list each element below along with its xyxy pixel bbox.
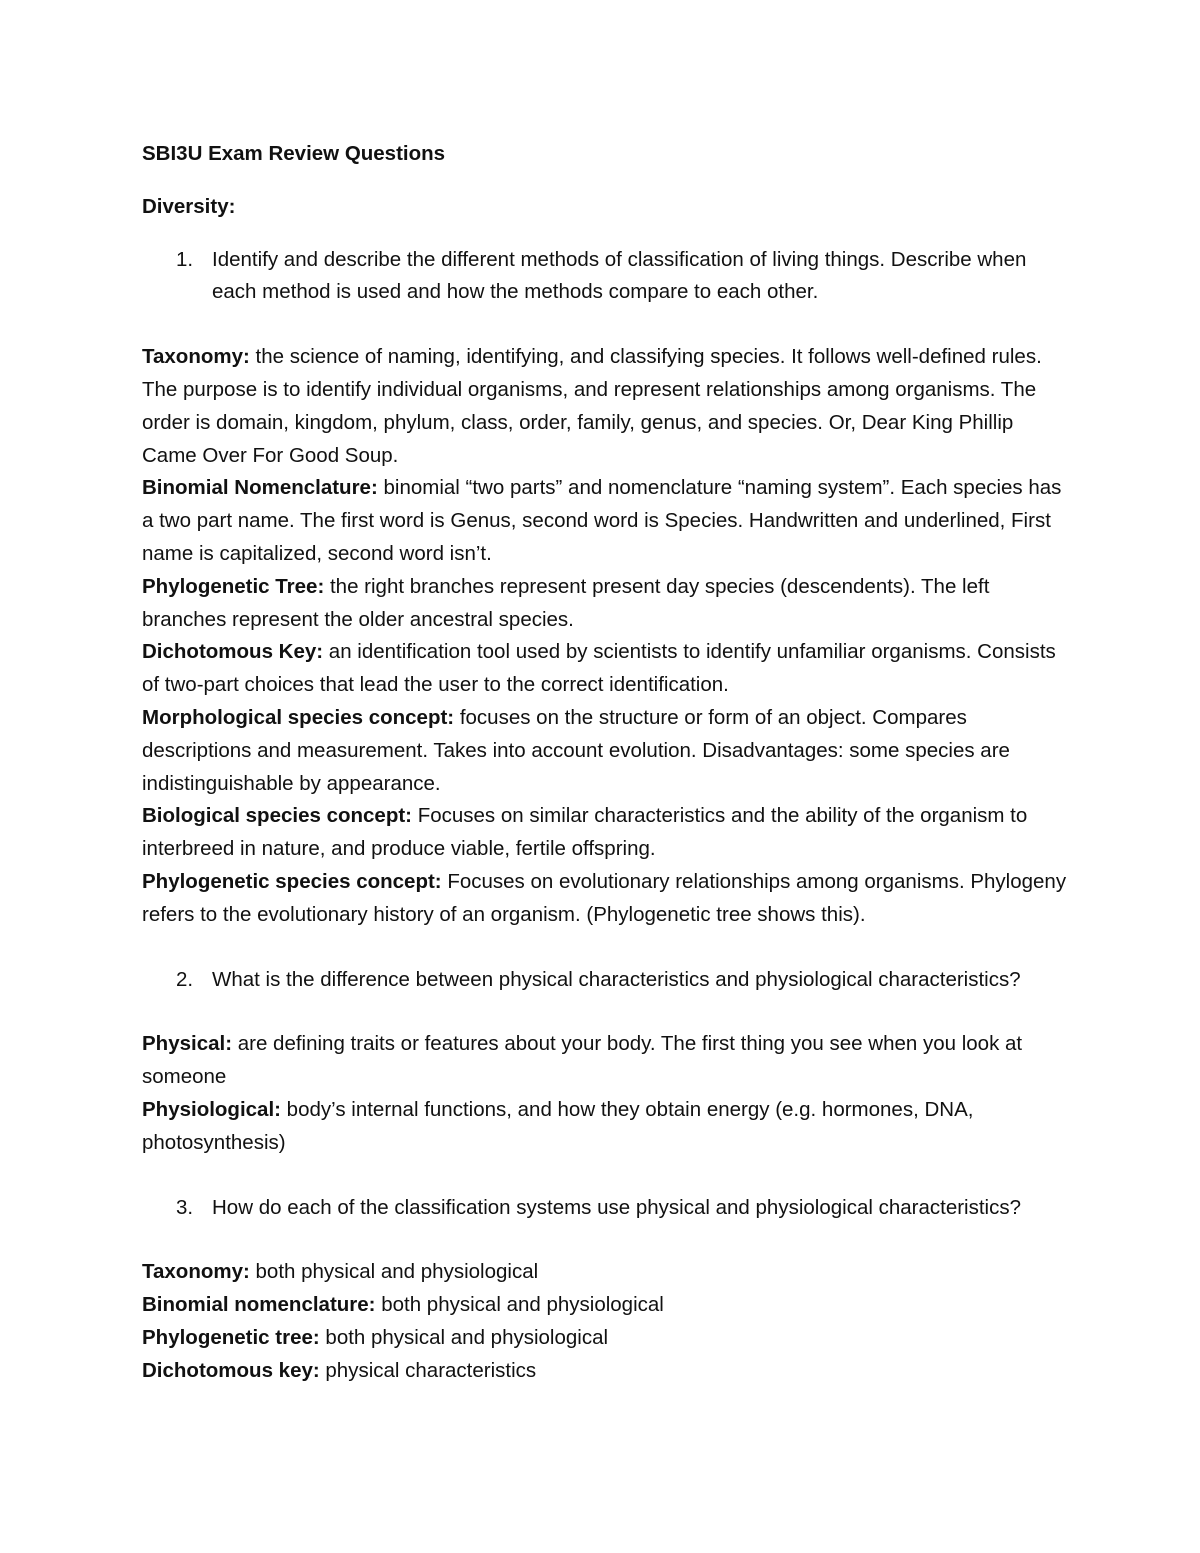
- answer-text: the right branches represent present day species (descendents). The left branches represent the older ancestral species.: [142, 574, 990, 631]
- question-number: 1.: [176, 247, 194, 271]
- answer-term: Binomial nomenclature:: [142, 1293, 376, 1317]
- section-heading: Diversity:: [142, 194, 236, 218]
- question-number: 3.: [176, 1195, 194, 1219]
- answer-item: [142, 1289, 1072, 1322]
- answer-item: [142, 866, 1072, 932]
- answer-term: Physical:: [142, 1032, 233, 1056]
- answer-text: Focuses on similar characteristics and the ability of the organism to interbreed in nature, and produce viable, fertile offspring.: [142, 804, 1028, 861]
- answer-term: Morphological species concept:: [142, 705, 455, 729]
- answer-term: Dichotomous Key:: [142, 640, 324, 664]
- answer-text: are defining traits or features about your body. The first thing you see when you look at someone: [142, 1032, 1023, 1089]
- answer-text: physical characteristics: [319, 1358, 537, 1382]
- answer-item: [142, 1322, 1072, 1355]
- answer-text: focuses on the structure or form of an object. Compares descriptions and measurement. Takes into account evolution. Disadvantages: some species are indistinguishable by appearance.: [142, 705, 1010, 795]
- answer-text: the science of naming, identifying, and classifying species. It follows well-defined rules. The purpose is to identify individual organisms, and represent relationships among organisms. The order is domain, kingdom, phylum, class, order, family, genus, and species. Or, Dear King Phillip Came Over For Good Soup.: [142, 345, 1042, 467]
- answer-item: [142, 472, 1072, 570]
- answer-text: binomial “two parts” and nomenclature “naming system”. Each species has a two part name. The first word is Genus, second word is Species. Handwritten and underlined, First name is capitalized, second word isn’t.: [142, 476, 1062, 565]
- answer-term: Phylogenetic species concept:: [142, 869, 442, 893]
- question-number: 2.: [176, 967, 194, 991]
- answer-term: Biological species concept:: [142, 804, 412, 828]
- answer-term: Taxonomy:: [142, 1260, 250, 1284]
- question-1: [142, 244, 1072, 310]
- answer-text: both physical and physiological: [375, 1293, 664, 1317]
- answer-text: both physical and physiological: [249, 1260, 539, 1284]
- answer-item: [142, 1256, 1072, 1289]
- answer-term: Dichotomous key:: [142, 1358, 320, 1382]
- answer-item: [142, 1094, 1072, 1160]
- answer-term: Physiological:: [142, 1097, 281, 1121]
- question-2: [142, 964, 1072, 997]
- answer-term: Binomial Nomenclature:: [142, 476, 378, 500]
- document-title: SBI3U Exam Review Questions: [142, 142, 446, 165]
- answer-item: [142, 1355, 1072, 1388]
- answer-text: Focuses on evolutionary relationships among organisms. Phylogeny refers to the evolutionary history of an organism. (Phylogenetic tree shows this).: [142, 869, 1067, 926]
- answer-item: [142, 571, 1072, 637]
- answers-3: [142, 1256, 1072, 1387]
- answer-term: Phylogenetic Tree:: [142, 574, 325, 598]
- answer-term: Phylogenetic tree:: [142, 1325, 320, 1349]
- question-text: How do each of the classification systems use physical and physiological characteristics?: [212, 1195, 1021, 1219]
- document-page: [142, 138, 1072, 1388]
- answer-text: both physical and physiological: [319, 1325, 609, 1349]
- question-text: What is the difference between physical characteristics and physiological characteristics?: [212, 967, 1021, 991]
- answer-item: [142, 702, 1072, 800]
- answer-item: [142, 1028, 1072, 1094]
- answer-text: an identification tool used by scientists to identify unfamiliar organisms. Consists of two-part choices that lead the user to the correct identification.: [142, 640, 1056, 697]
- question-text: Identify and describe the different methods of classification of living things. Describe when each method is used and how the methods compare to each other.: [212, 247, 1027, 304]
- answer-text: body’s internal functions, and how they obtain energy (e.g. hormones, DNA, photosynthesis): [142, 1097, 974, 1154]
- answer-item: [142, 636, 1072, 702]
- answers-1: [142, 341, 1072, 931]
- answers-2: [142, 1028, 1072, 1159]
- answer-term: Taxonomy:: [142, 345, 250, 369]
- answer-item: [142, 800, 1072, 866]
- answer-item: [142, 341, 1072, 472]
- question-3: [142, 1192, 1072, 1225]
